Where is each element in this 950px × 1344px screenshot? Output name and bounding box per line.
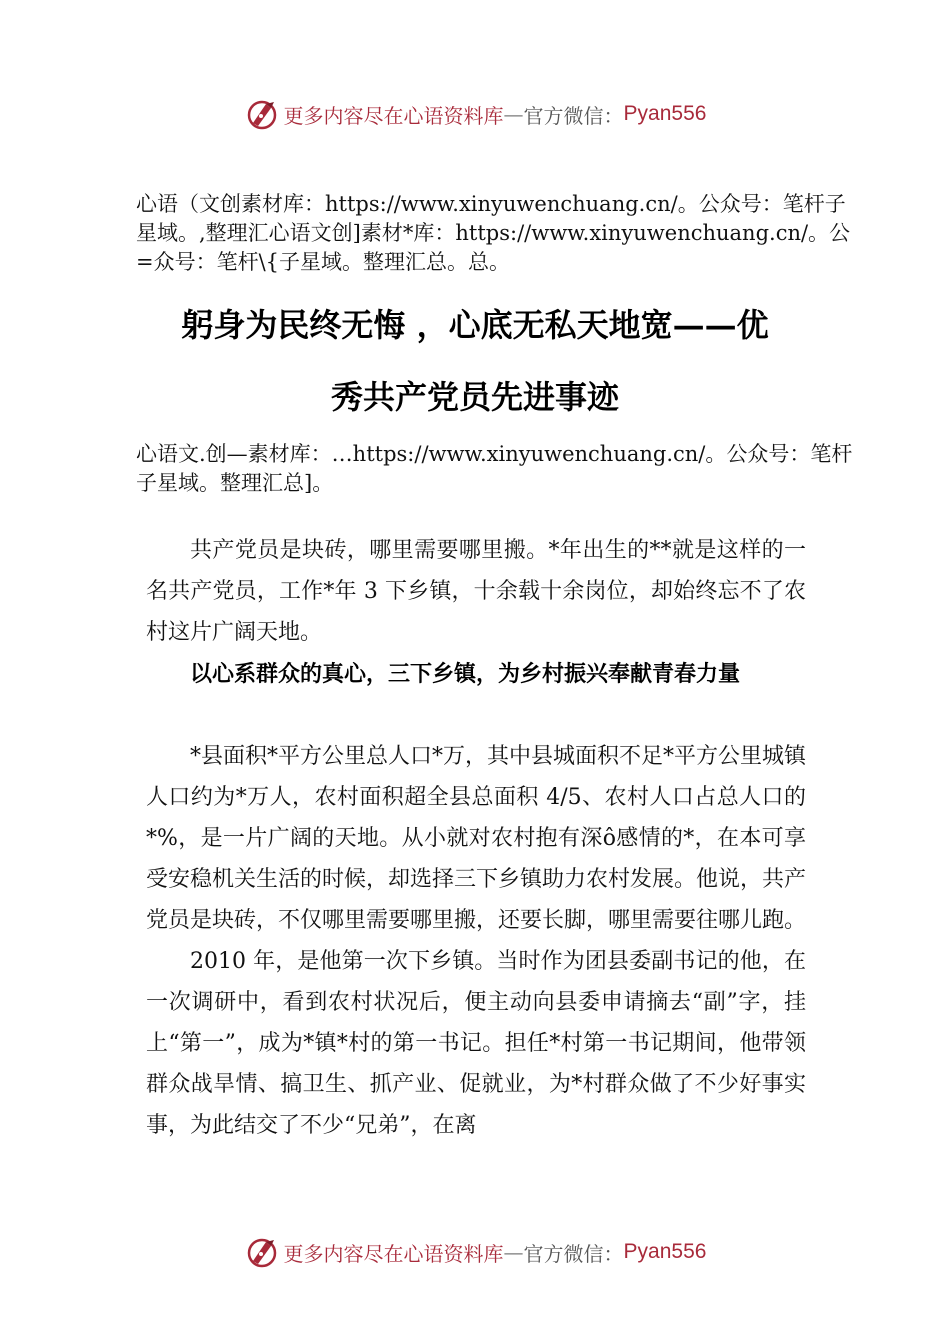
banner-wechat-id: Pyan556	[623, 102, 707, 125]
intro-paragraph: 共产党员是块砖，哪里需要哪里搬。*年出生的**就是这样的一名共产党员，工作*年 3 下乡镇，十余载十余岗位，却始终忘不了农村这片广阔天地。	[146, 538, 806, 645]
body-section	[146, 736, 806, 1146]
banner-text: 更多内容尽在心语资料库	[283, 1241, 504, 1266]
body-paragraph-2: 2010 年，是他第一次下乡镇。当时作为团县委副书记的他，在一次调研中，看到农村状况后，便主动向县委申请摘去“副”字，挂上“第一”，成为*镇*村的第一书记。担任*村第一书记期间，他带领群众战旱情、搞卫生、抓产业、促就业，为*村群众做了不少好事实事，为此结交了不少“兄弟”，在离	[146, 949, 806, 1138]
banner-separator: —	[503, 102, 524, 126]
banner-label: 官方微信：	[523, 103, 624, 128]
body-paragraph-1: *县面积*平方公里总人口*万，其中县城面积不足*平方公里城镇人口约为*万人，农村面积超全县总面积 4/5、农村人口占总人口的*%，是一片广阔的天地。从小就对农村抱有深ô感情的*，在本可享受安稳机关生活的时候，却选择三下乡镇助力农村发展。他说，共产党员是块砖，不仅哪里需要哪里搬，还要长脚，哪里需要往哪儿跑。	[146, 744, 807, 933]
source-note-middle: 心语文.创—素材库：…https://www.xinyuwenchuang.cn/。公众号：笔杆子星域。整理汇总]。	[136, 442, 853, 495]
document-title-line2: 秀共产党员先进事迹	[330, 378, 619, 416]
section-heading: 以心系群众的真心，三下乡镇，为乡村振兴奉献青春力量	[190, 662, 741, 687]
banner-text: 更多内容尽在心语资料库	[283, 103, 504, 128]
document-title-line1: 躬身为民终无悔 ，心底无私天地宽——优	[181, 306, 769, 344]
banner-label: 官方微信：	[523, 1241, 624, 1266]
source-note-top: 心语（文创素材库：https://www.xinyuwenchuang.cn/。公众号：笔杆子星域。,整理汇心语文创]素材*库：https://www.xinyuwenchuang.cn/。公=众号：笔杆\{子星域。整理汇总。总。	[136, 192, 851, 274]
header-banner-content	[244, 96, 707, 132]
pen-nib-logo-icon	[244, 1234, 280, 1270]
banner-wechat-id: Pyan556	[623, 1240, 707, 1263]
banner-separator: —	[503, 1240, 524, 1264]
intro-section	[146, 530, 806, 653]
header-banner	[0, 94, 950, 134]
pen-nib-logo-icon	[244, 96, 280, 132]
footer-banner-content	[244, 1234, 707, 1270]
footer-banner	[0, 1232, 950, 1272]
